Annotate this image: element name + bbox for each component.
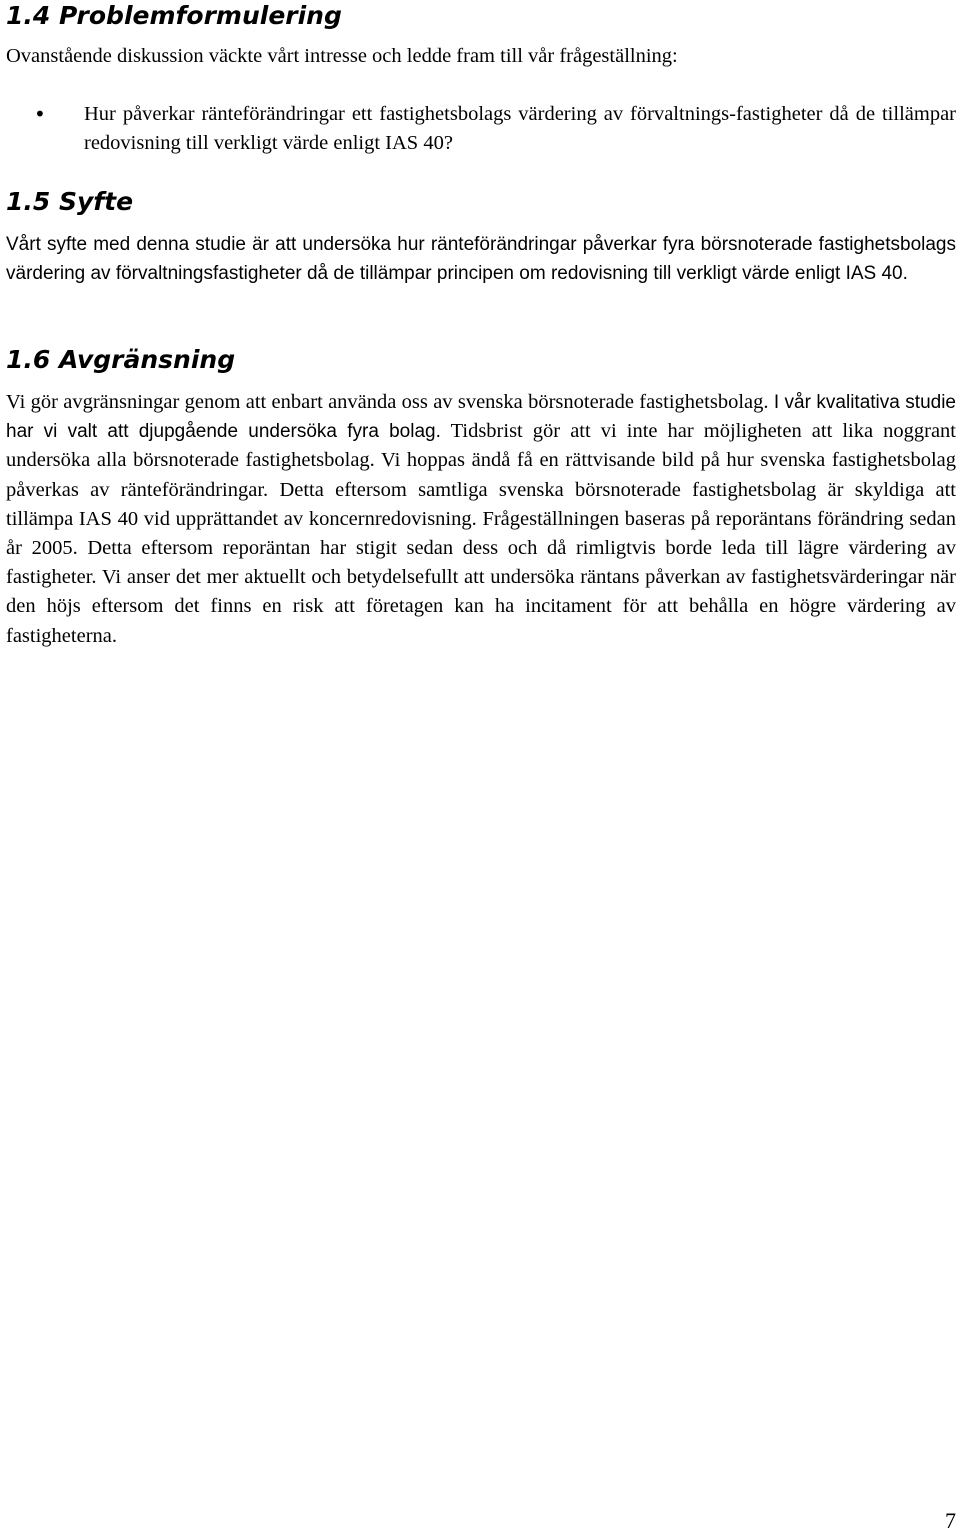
avgransning-sentence-1: Vi gör avgränsningar genom att enbart använda oss av svenska börsnoterade fastighetsbolag. [6, 391, 769, 413]
research-question-text: Hur påverkar ränteförändringar ett fastighetsbolags värdering av förvaltnings-fastigheter då de tillämpar redovisning till verkligt värde enligt IAS 40? [84, 103, 956, 155]
bullet-icon: • [34, 102, 46, 126]
avgransning-rest: Tidsbrist gör att vi inte har möjligheten att lika noggrant undersöka alla börsnoterade fastighetsbolag. Vi hoppas ändå få en rättvisande bild på hur svenska fastighetsbolag påverkas av ränteförändringar. Detta eftersom samtliga svenska börsnoterade fastighetsbolag är skyldiga att tillämpa IAS 40 vid upprättandet av koncernredovisning. Frågeställningen baseras på reporäntans förändring sedan år 2005. Detta eftersom reporäntan har stigit sedan dess och då rimligtvis borde leda till lägre värdering av fastigheter. Vi anser det mer aktuellt och betydelsefullt att undersöka räntans påverkan av fastighetsvärderingar när den höjs eftersom det finns en risk att företagen kan ha incitament för att behålla en högre värdering av fastigheterna. [6, 420, 956, 647]
syfte-paragraph: Vårt syfte med denna studie är att undersöka hur ränteförändringar påverkar fyra börsnoterade fastighetsbolags värdering av förvaltningsfastigheter då de tillämpar principen om redovisning till verkligt värde enligt IAS 40. [6, 234, 956, 285]
avgransning-sentence-2: I vår kvalitativa studie har vi valt att djupgående undersöka fyra bolag. [6, 392, 956, 443]
heading-problemformulering: 1.4 Problemformulering [6, 1, 342, 30]
heading-syfte: 1.5 Syfte [6, 187, 134, 216]
heading-avgransning: 1.6 Avgränsning [6, 345, 236, 374]
page-number: 7 [945, 1508, 956, 1533]
intro-paragraph: Ovanstående diskussion väckte vårt intresse och ledde fram till vår frågeställning: [6, 45, 678, 67]
avgransning-paragraph [6, 388, 956, 651]
